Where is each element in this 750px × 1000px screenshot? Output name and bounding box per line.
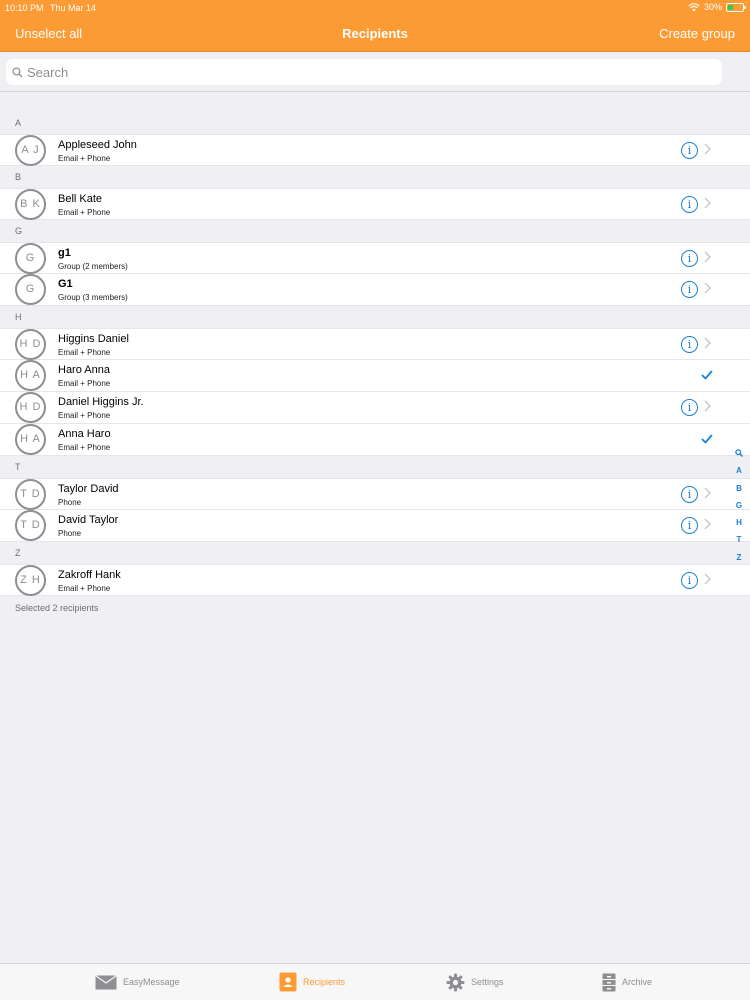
navigation-bar [0,0,750,52]
recipient-detail: Email + Phone [58,411,111,420]
avatar: H D [15,329,46,360]
section-header-b: B [15,172,22,182]
recipient-name: g1 [58,247,71,259]
recipient-name: G1 [58,278,73,290]
recipient-row[interactable] [0,328,750,360]
recipient-row[interactable] [0,134,750,166]
recipient-detail: Email + Phone [58,584,111,593]
info-icon[interactable]: i [681,399,698,416]
search-input[interactable] [27,65,687,80]
recipient-name: Higgins Daniel [58,333,129,345]
recipient-row[interactable] [0,510,750,542]
info-icon[interactable]: i [681,250,698,267]
section-header-z: Z [15,548,21,558]
recipient-row[interactable] [0,274,750,306]
chevron-right-icon [704,251,711,263]
recipient-list [0,112,750,620]
tab-easymessage[interactable] [95,972,180,992]
section-rows [0,478,750,542]
unselect-all-button[interactable]: Unselect all [15,26,83,41]
avatar: H A [15,424,46,455]
info-icon[interactable]: i [681,517,698,534]
recipient-detail: Group (3 members) [58,293,128,302]
status-right [688,2,744,12]
recipient-name: David Taylor [58,514,119,526]
chevron-right-icon [704,143,711,155]
wifi-icon [688,3,700,12]
recipient-row[interactable] [0,392,750,424]
recipient-detail: Email + Phone [58,348,111,357]
recipient-detail: Email + Phone [58,379,111,388]
index-letter-g[interactable]: G [735,500,743,510]
recipient-row[interactable] [0,360,750,392]
section-index[interactable] [733,449,745,570]
info-icon[interactable]: i [681,486,698,503]
recipient-name: Anna Haro [58,428,111,440]
avatar: G [15,274,46,305]
recipient-detail: Phone [58,498,82,507]
info-icon[interactable]: i [681,572,698,589]
avatar: H A [15,360,46,391]
info-icon[interactable]: i [681,142,698,159]
avatar: T D [15,479,46,510]
chevron-right-icon [704,487,711,499]
chevron-right-icon [704,337,711,349]
checkmark-icon [701,370,713,380]
avatar: A J [15,135,46,166]
contacts-icon [279,972,297,992]
tab-archive[interactable] [602,972,652,992]
tab-bar [0,963,750,1000]
recipient-name: Daniel Higgins Jr. [58,396,144,408]
recipient-row[interactable] [0,478,750,510]
recipient-detail: Group (2 members) [58,262,128,271]
status-bar [0,0,750,16]
recipient-detail: Phone [58,529,82,538]
chevron-right-icon [704,197,711,209]
search-icon [12,67,23,78]
recipient-name: Bell Kate [58,193,103,205]
index-letter-t[interactable]: T [736,535,742,545]
chevron-right-icon [704,282,711,294]
tab-label: EasyMessage [123,977,180,987]
chevron-right-icon [704,573,711,585]
index-letter-z[interactable]: Z [736,552,742,562]
recipient-name: Haro Anna [58,364,110,376]
recipient-name: Taylor David [58,483,119,495]
status-time: 10:10 PM [5,3,44,13]
section-header-g: G [15,226,23,236]
checkmark-icon [701,434,713,444]
chevron-right-icon [704,400,711,412]
create-group-button[interactable]: Create group [659,26,735,41]
archive-icon [602,973,616,992]
tab-label: Archive [622,977,653,987]
page-title: Recipients [342,26,408,41]
info-icon[interactable]: i [681,336,698,353]
recipient-name: Appleseed John [58,139,137,151]
recipient-detail: Email + Phone [58,443,111,452]
index-search-icon[interactable] [733,449,745,466]
gear-icon [446,973,465,992]
avatar: H D [15,392,46,423]
section-rows [0,134,750,166]
avatar: Z H [15,565,46,596]
chevron-right-icon [704,518,711,530]
section-rows [0,328,750,456]
recipient-name: Zakroff Hank [58,569,121,581]
info-icon[interactable]: i [681,281,698,298]
battery-percent: 30% [703,2,722,12]
search-bar[interactable] [6,59,722,85]
index-letter-a[interactable]: A [736,466,742,476]
selection-count: Selected 2 recipients [15,603,99,613]
tab-label: Settings [471,977,504,987]
info-icon[interactable]: i [681,196,698,213]
tab-label: Recipients [303,977,346,987]
section-header-h: H [15,312,22,322]
section-rows [0,564,750,596]
tab-recipients[interactable] [279,972,345,992]
recipient-detail: Email + Phone [58,154,111,163]
tab-settings[interactable] [446,972,504,992]
section-rows [0,242,750,306]
section-rows [0,188,750,220]
avatar: G [15,243,46,274]
recipient-row[interactable] [0,564,750,596]
recipient-row[interactable] [0,188,750,220]
avatar: T D [15,510,46,541]
index-letter-h[interactable]: H [736,518,742,528]
search-container [0,52,750,92]
index-letter-b[interactable]: B [736,483,742,493]
section-header-t: T [15,462,21,472]
recipient-row[interactable] [0,424,750,456]
envelope-icon [95,975,117,990]
status-date: Thu Mar 14 [50,3,97,13]
recipient-row[interactable] [0,242,750,274]
avatar: B K [15,189,46,220]
battery-icon [726,3,744,12]
recipient-detail: Email + Phone [58,208,111,217]
section-header-a: A [15,118,22,128]
